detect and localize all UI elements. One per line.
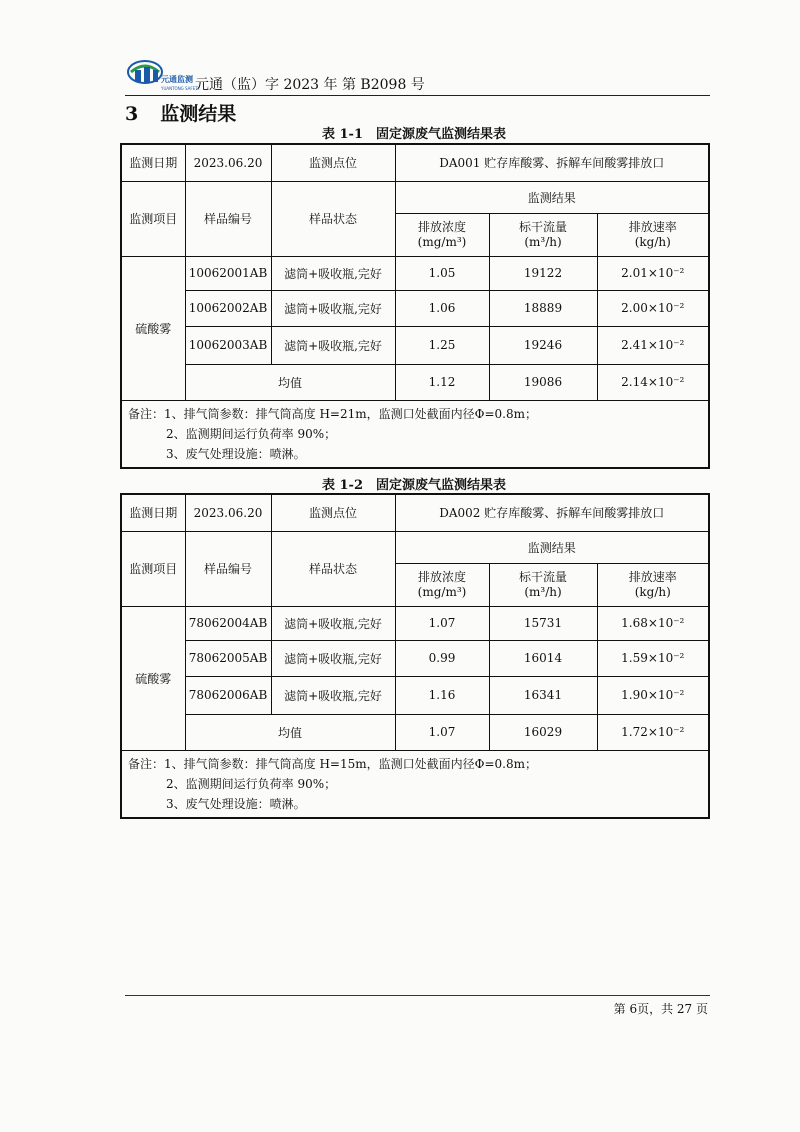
date-label: 监测日期	[121, 144, 185, 181]
rate-value: 2.41×10⁻²	[597, 326, 709, 364]
sample-no: 10062001AB	[185, 256, 271, 290]
results-label: 监测结果	[395, 181, 709, 213]
item-label: 监测项目	[121, 181, 185, 256]
average-label: 均值	[185, 714, 395, 750]
flow-value: 15731	[489, 606, 597, 640]
rate-value: 1.68×10⁻²	[597, 606, 709, 640]
company-logo	[125, 58, 201, 92]
point-label: 监测点位	[271, 494, 395, 531]
avg-conc: 1.12	[395, 364, 489, 400]
notes	[121, 400, 709, 468]
conc-value: 1.06	[395, 290, 489, 326]
table-row	[121, 256, 709, 290]
avg-rate: 1.72×10⁻²	[597, 714, 709, 750]
sample-no: 10062002AB	[185, 290, 271, 326]
results-table-2	[120, 493, 710, 819]
results-table-1	[120, 143, 710, 469]
table-row	[121, 290, 709, 326]
average-label: 均值	[185, 364, 395, 400]
note-line: 备注：1、排气筒参数：排气筒高度 H=21m，监测口处截面内径Φ=0.8m；	[128, 406, 537, 421]
page-header	[125, 58, 710, 94]
sample-state: 滤筒+吸收瓶,完好	[271, 676, 395, 714]
table-row	[121, 714, 709, 750]
sample-state: 滤筒+吸收瓶,完好	[271, 256, 395, 290]
table-row	[121, 400, 709, 468]
page-number: 第 6页，共 27 页	[613, 1002, 708, 1016]
section-title	[125, 99, 236, 126]
note-line: 3、废气处理设施：喷淋。	[166, 796, 306, 811]
footer-rule	[125, 995, 710, 996]
item-value: 硫酸雾	[121, 606, 185, 750]
flow-value: 16341	[489, 676, 597, 714]
note-line: 3、废气处理设施：喷淋。	[166, 446, 306, 461]
sample-no: 10062003AB	[185, 326, 271, 364]
flow-value: 18889	[489, 290, 597, 326]
sample-no-label: 样品编号	[185, 531, 271, 606]
conc-header: 排放浓度 (mg/m³)	[395, 213, 489, 256]
item-value: 硫酸雾	[121, 256, 185, 400]
rate-value: 2.00×10⁻²	[597, 290, 709, 326]
note-line: 备注：1、排气筒参数：排气筒高度 H=15m，监测口处截面内径Φ=0.8m；	[128, 756, 537, 771]
section-heading: 监测结果	[160, 103, 237, 125]
conc-value: 1.16	[395, 676, 489, 714]
sample-no-label: 样品编号	[185, 181, 271, 256]
flow-value: 19246	[489, 326, 597, 364]
date-value: 2023.06.20	[185, 494, 271, 531]
point-value: DA001 贮存库酸雾、拆解车间酸雾排放口	[395, 144, 709, 181]
table-row	[121, 676, 709, 714]
table-row	[121, 144, 709, 181]
table-caption: 表 1-1 固定源废气监测结果表	[321, 127, 506, 142]
table-row	[121, 494, 709, 531]
rate-value: 1.90×10⁻²	[597, 676, 709, 714]
flow-header: 标干流量 (m³/h)	[489, 563, 597, 606]
section-number: 3	[125, 103, 139, 125]
table-row	[121, 750, 709, 818]
conc-value: 1.07	[395, 606, 489, 640]
avg-rate: 2.14×10⁻²	[597, 364, 709, 400]
document-number: 元通（监）字 2023 年 第 B2098 号	[195, 77, 425, 93]
table-row	[121, 326, 709, 364]
sample-state-label: 样品状态	[271, 531, 395, 606]
date-value: 2023.06.20	[185, 144, 271, 181]
note-line: 2、监测期间运行负荷率 90%；	[166, 776, 337, 791]
flow-header: 标干流量 (m³/h)	[489, 213, 597, 256]
sample-state-label: 样品状态	[271, 181, 395, 256]
sample-no: 78062006AB	[185, 676, 271, 714]
notes	[121, 750, 709, 818]
date-label: 监测日期	[121, 494, 185, 531]
header-rule	[125, 95, 710, 96]
table-row	[121, 531, 709, 563]
sample-state: 滤筒+吸收瓶,完好	[271, 326, 395, 364]
sample-state: 滤筒+吸收瓶,完好	[271, 640, 395, 676]
avg-flow: 16029	[489, 714, 597, 750]
rate-value: 2.01×10⁻²	[597, 256, 709, 290]
sample-no: 78062005AB	[185, 640, 271, 676]
rate-value: 1.59×10⁻²	[597, 640, 709, 676]
flow-value: 19122	[489, 256, 597, 290]
avg-flow: 19086	[489, 364, 597, 400]
conc-value: 0.99	[395, 640, 489, 676]
item-label: 监测项目	[121, 531, 185, 606]
sample-no: 78062004AB	[185, 606, 271, 640]
table-row	[121, 364, 709, 400]
table-row	[121, 606, 709, 640]
point-value: DA002 贮存库酸雾、拆解车间酸雾排放口	[395, 494, 709, 531]
table-caption: 表 1-2 固定源废气监测结果表	[321, 478, 506, 493]
logo-text: 元通监测	[161, 75, 193, 84]
avg-conc: 1.07	[395, 714, 489, 750]
conc-value: 1.25	[395, 326, 489, 364]
rate-header: 排放速率 (kg/h)	[597, 563, 709, 606]
flow-value: 16014	[489, 640, 597, 676]
table-row	[121, 640, 709, 676]
point-label: 监测点位	[271, 144, 395, 181]
logo-subtext: YUANTONG SAFETY	[161, 86, 201, 91]
conc-value: 1.05	[395, 256, 489, 290]
conc-header: 排放浓度 (mg/m³)	[395, 563, 489, 606]
note-line: 2、监测期间运行负荷率 90%；	[166, 426, 337, 441]
sample-state: 滤筒+吸收瓶,完好	[271, 606, 395, 640]
results-label: 监测结果	[395, 531, 709, 563]
table-row	[121, 181, 709, 213]
sample-state: 滤筒+吸收瓶,完好	[271, 290, 395, 326]
rate-header: 排放速率 (kg/h)	[597, 213, 709, 256]
